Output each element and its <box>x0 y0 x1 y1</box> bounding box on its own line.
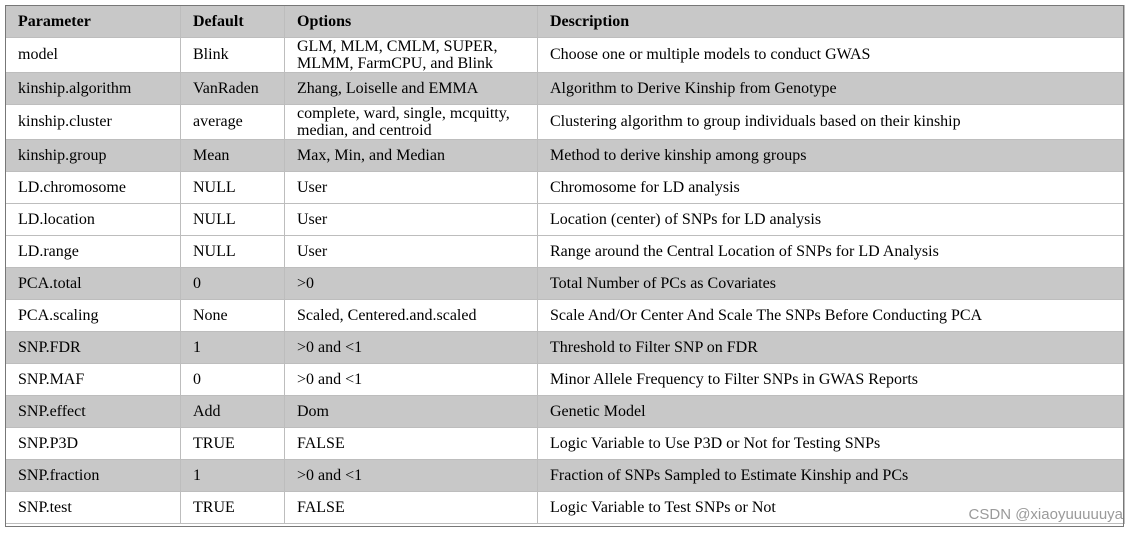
cell-options: >0 and <1 <box>285 364 538 396</box>
cell-description: Range around the Central Location of SNPs for LD Analysis <box>538 236 1125 268</box>
cell-description: Threshold to Filter SNP on FDR <box>538 332 1125 364</box>
table-row <box>6 460 1125 492</box>
cell-description: Logic Variable to Test SNPs or Not <box>538 492 1125 524</box>
table-border-left <box>5 5 6 527</box>
cell-default: NULL <box>181 236 285 268</box>
cell-options: GLM, MLM, CMLM, SUPER, MLMM, FarmCPU, and Blink <box>285 38 538 73</box>
cell-parameter: SNP.effect <box>6 396 181 428</box>
cell-parameter: SNP.P3D <box>6 428 181 460</box>
cell-parameter: SNP.fraction <box>6 460 181 492</box>
table-row <box>6 204 1125 236</box>
cell-parameter: LD.range <box>6 236 181 268</box>
cell-default: 0 <box>181 268 285 300</box>
table-row <box>6 268 1125 300</box>
table-row <box>6 396 1125 428</box>
cell-default: 0 <box>181 364 285 396</box>
cell-options: User <box>285 236 538 268</box>
cell-options: FALSE <box>285 428 538 460</box>
cell-options: Max, Min, and Median <box>285 140 538 172</box>
header-options: Options <box>285 6 538 38</box>
cell-description: Location (center) of SNPs for LD analysis <box>538 204 1125 236</box>
table-border-right <box>1123 5 1124 527</box>
cell-parameter: kinship.group <box>6 140 181 172</box>
cell-default: VanRaden <box>181 73 285 105</box>
cell-parameter: kinship.algorithm <box>6 73 181 105</box>
cell-options: FALSE <box>285 492 538 524</box>
cell-parameter: SNP.test <box>6 492 181 524</box>
header-default: Default <box>181 6 285 38</box>
cell-parameter: PCA.scaling <box>6 300 181 332</box>
cell-default: Blink <box>181 38 285 73</box>
table-row <box>6 300 1125 332</box>
cell-parameter: LD.chromosome <box>6 172 181 204</box>
cell-options: Dom <box>285 396 538 428</box>
cell-parameter: LD.location <box>6 204 181 236</box>
cell-options: Scaled, Centered.and.scaled <box>285 300 538 332</box>
table-row <box>6 492 1125 524</box>
cell-parameter: SNP.FDR <box>6 332 181 364</box>
cell-options: User <box>285 204 538 236</box>
table-row <box>6 38 1125 73</box>
cell-default: None <box>181 300 285 332</box>
header-parameter: Parameter <box>6 6 181 38</box>
cell-default: TRUE <box>181 492 285 524</box>
table-row <box>6 105 1125 140</box>
cell-description: Total Number of PCs as Covariates <box>538 268 1125 300</box>
cell-default: average <box>181 105 285 140</box>
cell-description: Choose one or multiple models to conduct GWAS <box>538 38 1125 73</box>
cell-options: Zhang, Loiselle and EMMA <box>285 73 538 105</box>
cell-description: Scale And/Or Center And Scale The SNPs Before Conducting PCA <box>538 300 1125 332</box>
table-row <box>6 364 1125 396</box>
parameter-table <box>5 5 1125 524</box>
cell-description: Algorithm to Derive Kinship from Genotype <box>538 73 1125 105</box>
table-row <box>6 332 1125 364</box>
watermark: CSDN @xiaoyuuuuuya <box>968 506 1123 523</box>
cell-options: complete, ward, single, mcquitty, median, and centroid <box>285 105 538 140</box>
cell-options: User <box>285 172 538 204</box>
cell-description: Chromosome for LD analysis <box>538 172 1125 204</box>
cell-options: >0 <box>285 268 538 300</box>
header-description: Description <box>538 6 1125 38</box>
cell-options: >0 and <1 <box>285 460 538 492</box>
cell-default: NULL <box>181 204 285 236</box>
table-row <box>6 236 1125 268</box>
cell-parameter: SNP.MAF <box>6 364 181 396</box>
table-row <box>6 172 1125 204</box>
cell-parameter: PCA.total <box>6 268 181 300</box>
cell-description: Fraction of SNPs Sampled to Estimate Kinship and PCs <box>538 460 1125 492</box>
cell-default: Add <box>181 396 285 428</box>
cell-default: TRUE <box>181 428 285 460</box>
table-row <box>6 428 1125 460</box>
table-border-top <box>5 5 1124 6</box>
cell-description: Logic Variable to Use P3D or Not for Testing SNPs <box>538 428 1125 460</box>
table-border-bottom <box>5 526 1124 527</box>
cell-description: Method to derive kinship among groups <box>538 140 1125 172</box>
cell-default: 1 <box>181 460 285 492</box>
cell-parameter: model <box>6 38 181 73</box>
cell-description: Minor Allele Frequency to Filter SNPs in GWAS Reports <box>538 364 1125 396</box>
cell-description: Genetic Model <box>538 396 1125 428</box>
table-row <box>6 73 1125 105</box>
cell-options: >0 and <1 <box>285 332 538 364</box>
cell-description: Clustering algorithm to group individuals based on their kinship <box>538 105 1125 140</box>
table-row <box>6 140 1125 172</box>
table-header-row <box>6 6 1125 38</box>
cell-default: NULL <box>181 172 285 204</box>
cell-default: 1 <box>181 332 285 364</box>
cell-parameter: kinship.cluster <box>6 105 181 140</box>
cell-default: Mean <box>181 140 285 172</box>
